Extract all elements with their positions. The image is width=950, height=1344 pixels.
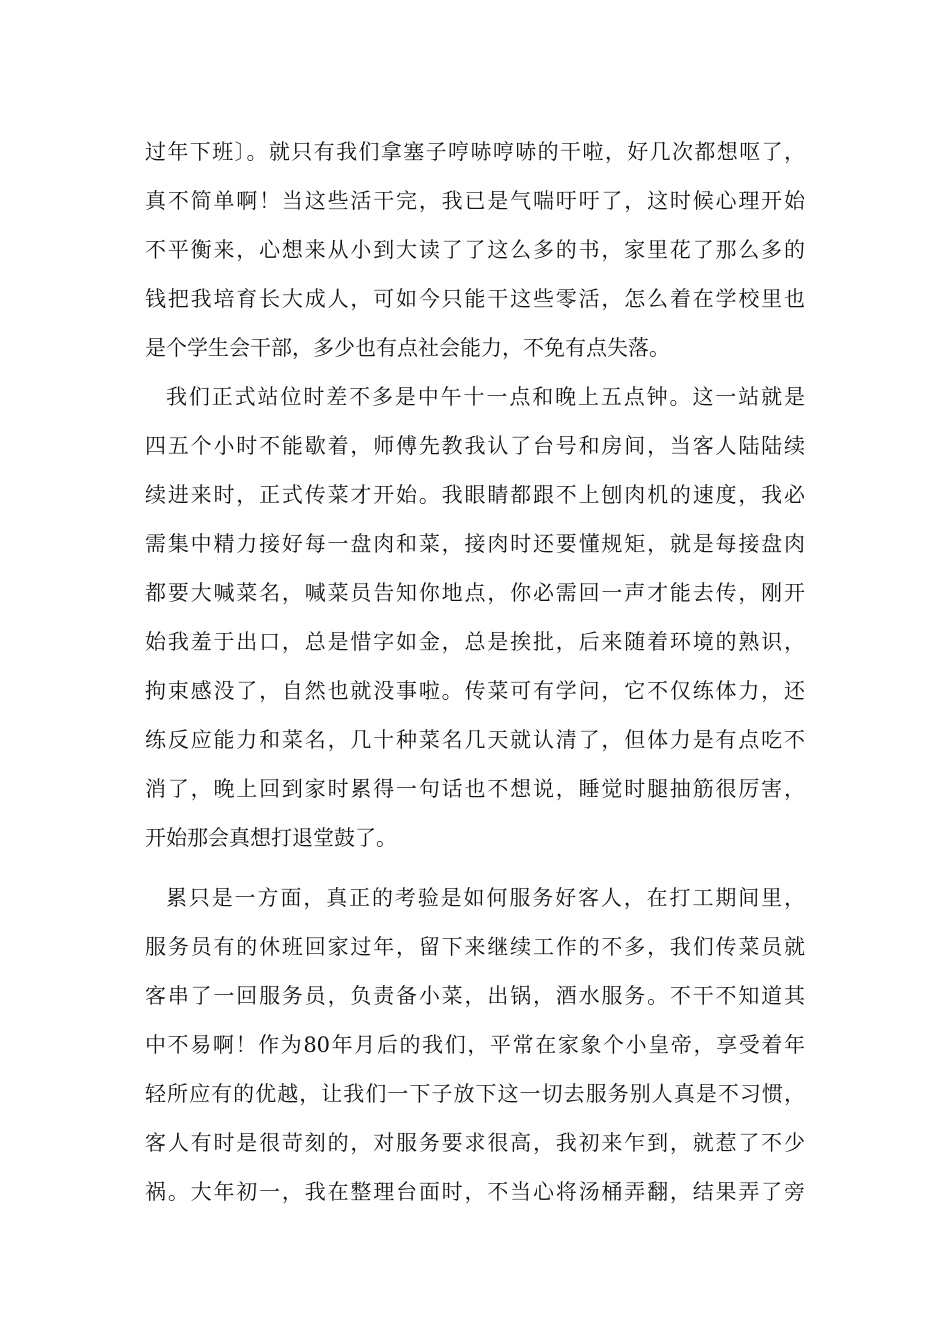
text-line: 服务员有的休班回家过年，留下来继续工作的不多，我们传菜员就 bbox=[145, 935, 805, 959]
text-line: 不平衡来，心想来从小到大读了了这么多的书，家里花了那么多的 bbox=[145, 238, 805, 262]
text-line: 都要大喊菜名，喊菜员告知你地点，你必需回一声才能去传，刚开 bbox=[145, 581, 805, 605]
text-line: 开始那会真想打退堂鼓了。 bbox=[145, 826, 397, 850]
text-line: 过年下班〕。就只有我们拿塞子哼哧哼哧的干啦，好几次都想呕了， bbox=[145, 140, 805, 164]
text-line: 轻所应有的优越，让我们一下子放下这一切去服务别人真是不习惯， bbox=[145, 1082, 805, 1106]
paragraph-start-line: 累只是一方面，真正的考验是如何服务好客人，在打工期间里， bbox=[166, 886, 805, 910]
text-line: 四五个小时不能歇着，师傅先教我认了台号和房间，当客人陆陆续 bbox=[145, 434, 805, 458]
paragraph-start-line: 我们正式站位时差不多是中午十一点和晚上五点钟。这一站就是 bbox=[166, 385, 805, 409]
text-line: 钱把我培育长大成人，可如今只能干这些零活，怎么着在学校里也 bbox=[145, 287, 805, 311]
text-line: 拘束感没了，自然也就没事啦。传菜可有学问，它不仅练体力，还 bbox=[145, 679, 805, 703]
text-line: 客人有时是很苛刻的，对服务要求很高，我初来乍到，就惹了不少 bbox=[145, 1131, 805, 1155]
text-line: 真不简单啊！当这些活干完，我已是气喘吁吁了，这时候心理开始 bbox=[145, 189, 805, 213]
text-line: 需集中精力接好每一盘肉和菜，接肉时还要懂规矩，就是每接盘肉 bbox=[145, 532, 805, 556]
text-line: 续进来时，正式传菜才开始。我眼睛都跟不上刨肉机的速度，我必 bbox=[145, 483, 805, 507]
text-line: 消了，晚上回到家时累得一句话也不想说，睡觉时腿抽筋很厉害， bbox=[145, 777, 805, 801]
text-line: 中不易啊！作为80年月后的我们，平常在家象个小皇帝，享受着年 bbox=[145, 1033, 805, 1057]
text-line: 始我羞于出口，总是惜字如金，总是挨批，后来随着环境的熟识， bbox=[145, 630, 805, 654]
text-line: 祸。大年初一，我在整理台面时，不当心将汤桶弄翻，结果弄了旁 bbox=[145, 1180, 805, 1204]
text-line: 是个学生会干部，多少也有点社会能力，不免有点失落。 bbox=[145, 336, 670, 360]
text-line: 客串了一回服务员，负责备小菜，出锅，酒水服务。不干不知道其 bbox=[145, 984, 805, 1008]
text-line: 练反应能力和菜名，几十种菜名几天就认清了，但体力是有点吃不 bbox=[145, 728, 805, 752]
